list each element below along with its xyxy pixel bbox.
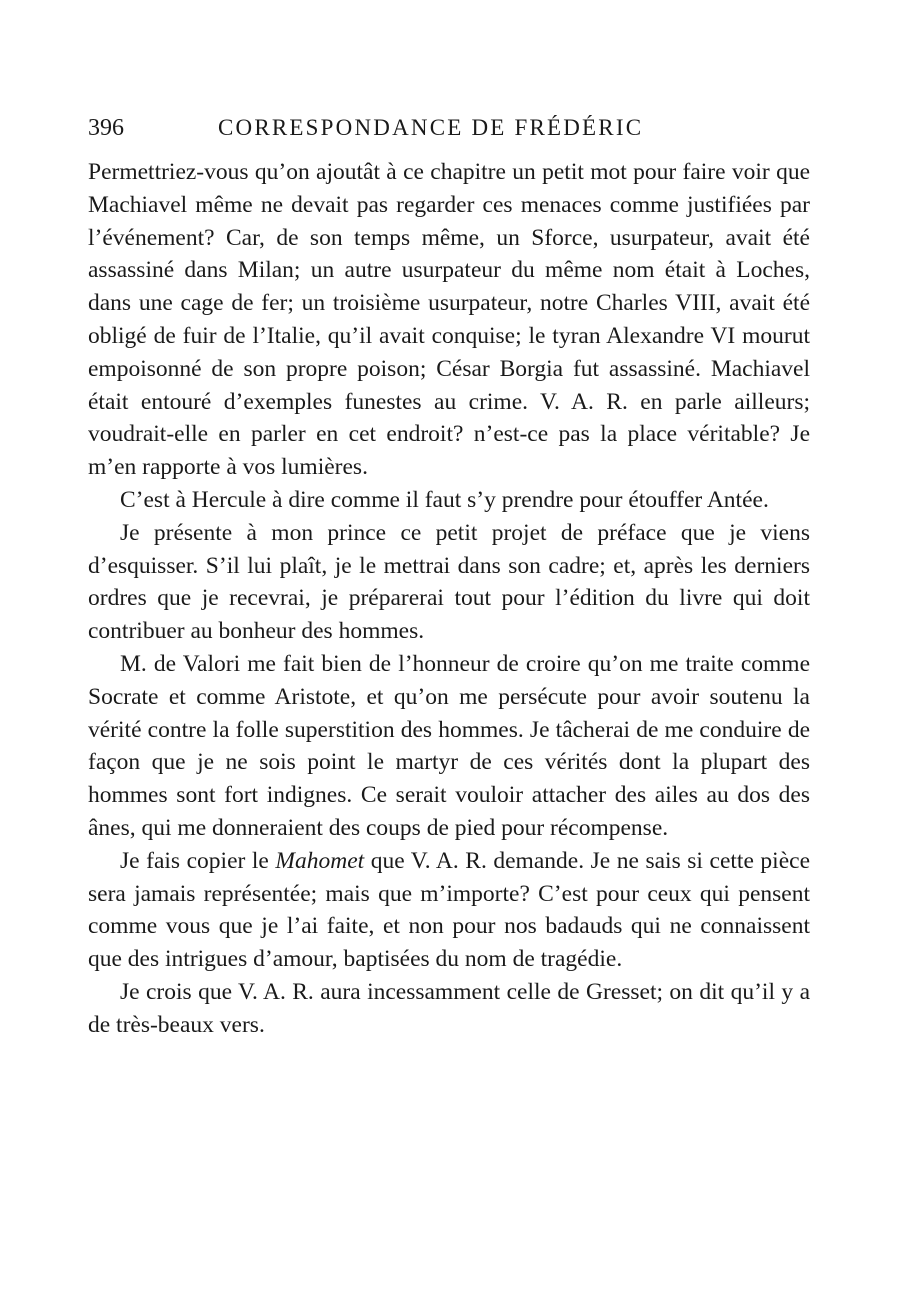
paragraph-hercule: C’est à Hercule à dire comme il faut s’y prendre pour étouffer Antée. [120, 486, 769, 513]
paragraph-preface: Je présente à mon prince ce petit projet de préface que je viens d’esquisser. S’il lui plaît, je le mettrai dans son cadre; et, après les derniers ordres que je recevrai, je préparerai tout pour l’édition du livre qui doit contribuer au bonheur des hommes. [88, 519, 810, 645]
running-head [88, 108, 810, 148]
paragraph-valori: M. de Valori me fait bien de l’honneur de croire qu’on me traite comme Socrate et comme Aristote, et qu’on me persécute pour avoir soutenu la vérité contre la folle superstition des hommes. Je tâcherai de me conduire de façon que je ne sois point le martyr de ces vérités dont la plupart des hommes sont fort indignes. Ce serait vouloir attacher des ailes au dos des ânes, qui me donneraient des coups de pied pour récompense. [88, 650, 810, 841]
running-title: CORRESPONDANCE DE FRÉDÉRIC [218, 115, 644, 140]
book-page [88, 108, 810, 1042]
body-text [88, 156, 810, 1042]
paragraph-sforce-borgia: Permettriez-vous qu’on ajoutât à ce chapitre un petit mot pour faire voir que Machiavel même ne devait pas regarder ces menaces comme justifiées par l’événement? Car, de son temps même, un Sforce, usurpateur, avait été assassiné dans Milan; un autre usurpateur du même nom était à Loches, dans une cage de fer; un troisième usurpateur, notre Charles VIII, avait été obligé de fuir de l’Italie, qu’il avait conquise; le tyran Alexandre VI mourut empoisonné de son propre poison; César Borgia fut assassiné. Machiavel était entouré d’exemples funestes au crime. V. A. R. en parle ailleurs; voudrait-elle en parler en cet endroit? n’est-ce pas la place véritable? Je m’en rapporte à vos lumières. [88, 159, 810, 481]
paragraph-gresset: Je crois que V. A. R. aura incessamment celle de Gresset; on dit qu’il y a de très-beaux vers. [88, 978, 810, 1038]
paragraph-mahomet [88, 845, 810, 976]
paragraph-mahomet-start: Je fais copier le [120, 847, 276, 874]
mahomet-title: Mahomet [275, 847, 365, 874]
page-number: 396 [88, 115, 124, 141]
paragraph-mahomet-end: que V. A. R. demande. Je ne sais si cette pièce sera jamais représentée; mais que m’importe? C’est pour ceux qui pensent comme vous que je l’ai faite, et non pour nos badauds qui ne connaissent que des intrigues d’amour, baptisées du nom de tragédie. [88, 847, 810, 973]
